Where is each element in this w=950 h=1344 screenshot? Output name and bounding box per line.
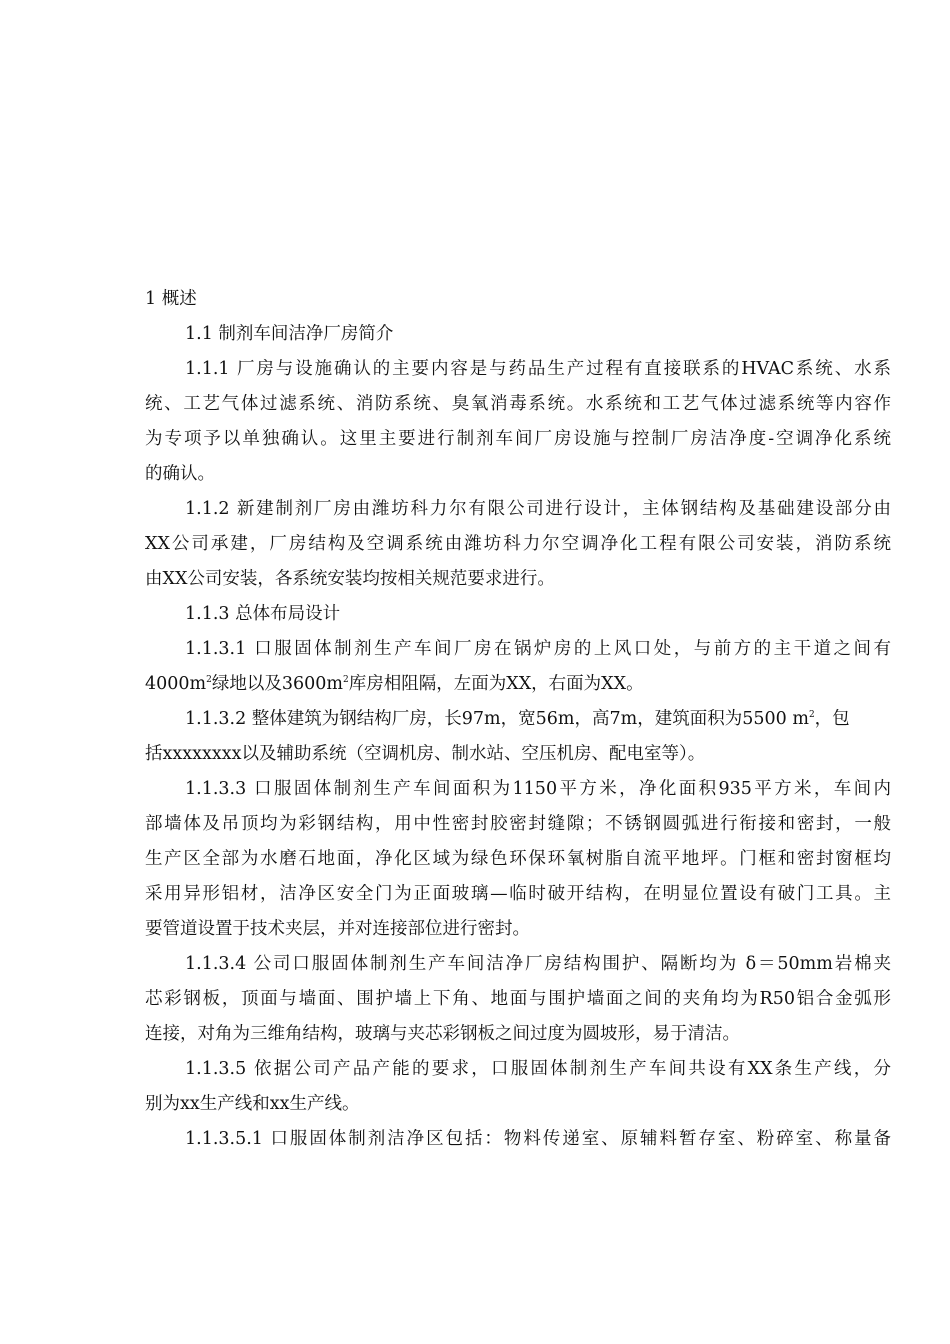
paragraph-line: 统、工艺气体过滤系统、消防系统、臭氧消毒系统。水系统和工艺气体过滤系统等内容作 <box>145 394 891 414</box>
paragraph-1-1-3-1 <box>145 632 891 702</box>
paragraph-line: 1.1.2 新建制剂厂房由潍坊科力尔有限公司进行设计，主体钢结构及基础建设部分由 <box>185 499 891 519</box>
superscript: 2 <box>343 675 349 685</box>
paragraph-line: 1.1.3.5 依据公司产品产能的要求，口服固体制剂生产车间共设有XX条生产线，分 <box>185 1059 891 1079</box>
text-run: 1.1.3.2 整体建筑为钢结构厂房，长97m，宽56m，高7m，建筑面积为5500 m <box>185 709 809 729</box>
paragraph-1-1-3-3 <box>145 772 891 947</box>
paragraph-line: 由XX公司安装，各系统安装均按相关规范要求进行。 <box>145 569 555 589</box>
paragraph-1-1-3-2 <box>145 702 891 772</box>
paragraph-1-1-3-5-1 <box>145 1122 891 1157</box>
paragraph-line: 括xxxxxxxx以及辅助系统（空调机房、制水站、空压机房、配电室等）。 <box>145 744 706 764</box>
paragraph-line: 采用异形铝材，洁净区安全门为正面玻璃—临时破开结构，在明显位置设有破门工具。主 <box>145 884 891 904</box>
paragraph-line: 部墙体及吊顶均为彩钢结构，用中性密封胶密封缝隙；不锈钢圆弧进行衔接和密封，一般 <box>145 814 891 834</box>
paragraph-1-1-3-4 <box>145 947 891 1052</box>
paragraph-1-1-2 <box>145 492 891 597</box>
paragraph-line: 要管道设置于技术夹层，并对连接部位进行密封。 <box>145 919 530 939</box>
paragraph-line: 1.1.3.1 口服固体制剂生产车间厂房在锅炉房的上风口处，与前方的主干道之间有 <box>185 639 891 659</box>
paragraph-line: 生产区全部为水磨石地面，净化区域为绿色环保环氧树脂自流平地坪。门框和密封窗框均 <box>145 849 891 869</box>
paragraph-1-1-1 <box>145 352 891 492</box>
paragraph-line: 芯彩钢板，顶面与墙面、围护墙上下角、地面与围护墙面之间的夹角均为R50铝合金弧形 <box>145 989 891 1009</box>
paragraph-line: 1.1.3.3 口服固体制剂生产车间面积为1150平方米，净化面积935平方米，车间内 <box>185 779 891 799</box>
paragraph-line: 的确认。 <box>145 464 215 484</box>
paragraph-line: 1.1.1 厂房与设施确认的主要内容是与药品生产过程有直接联系的HVAC系统、水系 <box>185 359 891 379</box>
paragraph-line: 1.1.3.4 公司口服固体制剂生产车间洁净厂房结构围护、隔断均为 δ＝50mm岩棉夹 <box>185 954 891 974</box>
text-run: ，包 <box>814 709 850 729</box>
superscript: 2 <box>808 710 815 720</box>
paragraph-line <box>145 667 891 702</box>
text-run: 4000m <box>145 674 207 694</box>
superscript: 2 <box>206 675 212 685</box>
text-run: 库房相阻隔，左面为XX，右面为XX。 <box>348 674 644 694</box>
heading-1: 1 概述 <box>145 289 197 309</box>
paragraph-line <box>145 702 891 737</box>
paragraph-line: XX公司承建，厂房结构及空调系统由潍坊科力尔空调净化工程有限公司安装，消防系统 <box>145 534 891 554</box>
heading-1-1-3: 1.1.3 总体布局设计 <box>185 604 341 624</box>
document-body <box>145 282 891 1157</box>
paragraph-line: 连接，对角为三维角结构，玻璃与夹芯彩钢板之间过度为圆坡形，易于清洁。 <box>145 1024 740 1044</box>
heading-1-1: 1.1 制剂车间洁净厂房简介 <box>185 324 394 344</box>
paragraph-line: 1.1.3.5.1 口服固体制剂洁净区包括：物料传递室、原辅料暂存室、粉碎室、称量备 <box>185 1129 891 1149</box>
paragraph-1-1-3-5 <box>145 1052 891 1122</box>
paragraph-line: 别为xx生产线和xx生产线。 <box>145 1094 360 1114</box>
paragraph-line: 为专项予以单独确认。这里主要进行制剂车间厂房设施与控制厂房洁净度-空调净化系统 <box>145 429 891 449</box>
text-run: 绿地以及3600m <box>211 674 344 694</box>
